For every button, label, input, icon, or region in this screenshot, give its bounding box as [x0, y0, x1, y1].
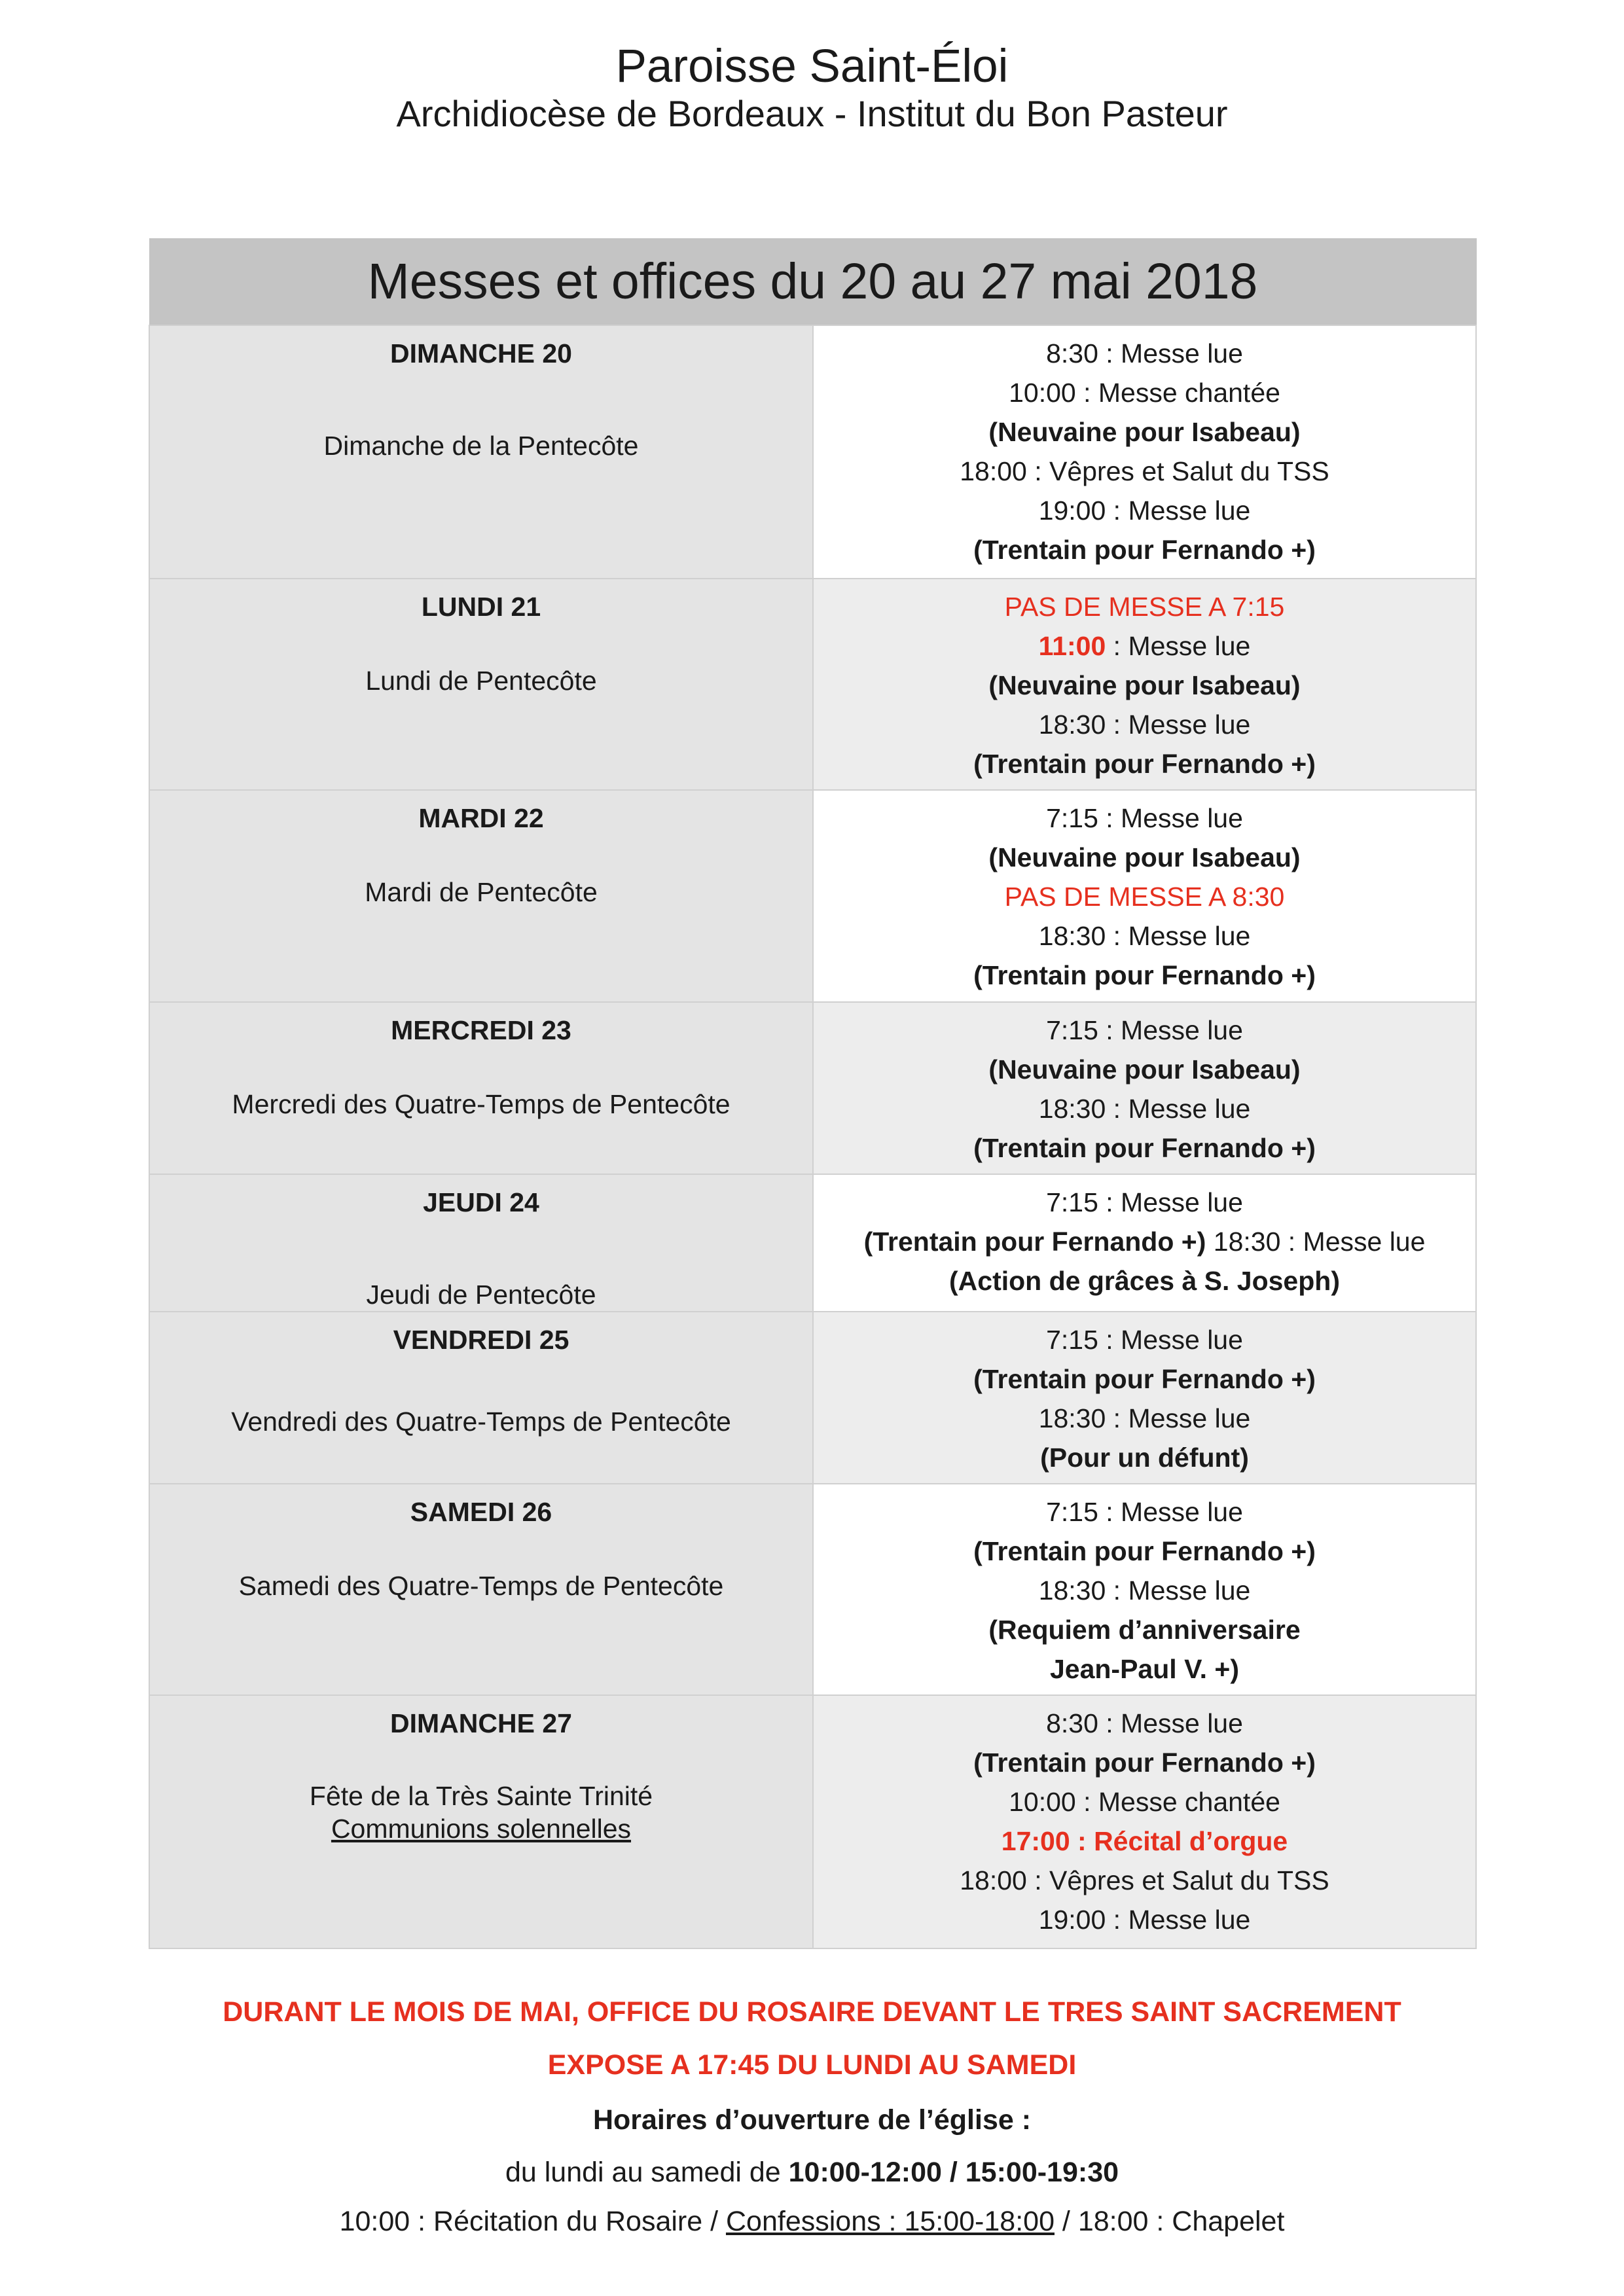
schedule-line: (Trentain pour Fernando +): [973, 1364, 1316, 1394]
day-row: [149, 1312, 1476, 1484]
parish-title: Paroisse Saint-Éloi: [615, 41, 1009, 92]
day-name: SAMEDI 26: [410, 1497, 552, 1527]
day-row: [149, 1002, 1476, 1174]
day-cell: [149, 1312, 813, 1484]
schedule-line: [814, 1222, 1475, 1261]
feast-name: Samedi des Quatre-Temps de Pentecôte: [238, 1571, 724, 1601]
opening-hours-times: 10:00-12:00 / 15:00-19:30: [788, 2157, 1119, 2188]
day-row: [149, 325, 1476, 579]
schedule-line: (Neuvaine pour Isabeau): [988, 1054, 1301, 1085]
day-row: [149, 1484, 1476, 1695]
day-name: JEUDI 24: [423, 1187, 539, 1217]
schedule-line: (Trentain pour Fernando +): [973, 960, 1316, 990]
parish-subtitle: Archidiocèse de Bordeaux - Institut du Bon Pasteur: [396, 93, 1228, 134]
schedule-cell: [813, 1312, 1476, 1484]
rosary-notice-line-2: EXPOSE A 17:45 DU LUNDI AU SAMEDI: [547, 2049, 1077, 2081]
feast-name: Dimanche de la Pentecôte: [323, 431, 639, 461]
schedule-line: 7:15 : Messe lue: [1046, 1325, 1243, 1355]
schedule-line: (Pour un défunt): [1040, 1443, 1249, 1473]
schedule-line: (Trentain pour Fernando +): [973, 535, 1316, 565]
day-name: LUNDI 21: [421, 592, 541, 622]
schedule-line: 18:30 : Messe lue: [1038, 1403, 1251, 1433]
schedule-line: 19:00 : Messe lue: [1038, 1905, 1251, 1935]
feast-name: Mercredi des Quatre-Temps de Pentecôte: [232, 1089, 731, 1119]
schedule-line: (Action de grâces à S. Joseph): [949, 1266, 1340, 1296]
daily-offices-part-1: 10:00 : Récitation du Rosaire /: [339, 2206, 726, 2237]
day-cell: [149, 1484, 813, 1695]
schedule-line-rest: 18:30 : Messe lue: [1206, 1227, 1426, 1257]
feast-name: Jeudi de Pentecôte: [366, 1280, 596, 1310]
feast-name: Fête de la Très Sainte Trinité: [309, 1781, 653, 1811]
confessions-hours: Confessions : 15:00-18:00: [725, 2206, 1055, 2237]
schedule-line: 7:15 : Messe lue: [1046, 1497, 1243, 1527]
schedule-cell: [813, 1695, 1476, 1948]
schedule-line: (Requiem d’anniversaire: [988, 1615, 1301, 1645]
day-cell: [149, 790, 813, 1002]
schedule-line: 18:00 : Vêpres et Salut du TSS: [960, 1865, 1329, 1895]
schedule-line: (Neuvaine pour Isabeau): [988, 842, 1301, 872]
day-cell: [149, 1002, 813, 1174]
schedule-title: Messes et offices du 20 au 27 mai 2018: [149, 239, 1476, 326]
schedule-time-highlight: 11:00: [1038, 631, 1106, 661]
feast-subtitle: Communions solennelles: [331, 1814, 632, 1844]
schedule-cell: [813, 1484, 1476, 1695]
daily-offices-line: [0, 2206, 1624, 2238]
schedule-line: [814, 626, 1475, 666]
day-cell: [149, 1695, 813, 1948]
day-row: [149, 790, 1476, 1002]
schedule-line: 8:30 : Messe lue: [1046, 338, 1243, 368]
daily-offices-part-2: / 18:00 : Chapelet: [1054, 2206, 1285, 2237]
day-cell: [149, 325, 813, 579]
day-cell: [149, 579, 813, 790]
schedule-line: PAS DE MESSE A 8:30: [1004, 882, 1285, 912]
day-row: [149, 579, 1476, 790]
schedule-line: 7:15 : Messe lue: [1046, 803, 1243, 833]
schedule-line: PAS DE MESSE A 7:15: [1004, 592, 1285, 622]
schedule-line: (Trentain pour Fernando +): [973, 1536, 1316, 1566]
schedule-line: 18:00 : Vêpres et Salut du TSS: [960, 456, 1329, 486]
schedule-line: (Trentain pour Fernando +): [973, 1133, 1316, 1163]
schedule-line: 10:00 : Messe chantée: [1009, 1787, 1280, 1817]
day-name: MARDI 22: [418, 803, 544, 833]
schedule-line: 18:30 : Messe lue: [1038, 921, 1251, 951]
schedule-cell: [813, 790, 1476, 1002]
day-row: [149, 1174, 1476, 1312]
schedule-line: (Trentain pour Fernando +): [973, 749, 1316, 779]
schedule-line: 8:30 : Messe lue: [1046, 1708, 1243, 1738]
day-row: [149, 1695, 1476, 1948]
opening-hours-title: Horaires d’ouverture de l’église :: [592, 2104, 1032, 2136]
day-name: DIMANCHE 20: [390, 338, 572, 368]
schedule-line: (Trentain pour Fernando +): [973, 1748, 1316, 1778]
schedule-cell: [813, 325, 1476, 579]
opening-hours-line: [0, 2157, 1624, 2189]
rosary-notice-line-1: DURANT LE MOIS DE MAI, OFFICE DU ROSAIRE DEVANT LE TRES SAINT SACREMENT: [223, 1996, 1401, 2028]
schedule-line: (Neuvaine pour Isabeau): [988, 417, 1301, 447]
opening-hours-prefix: du lundi au samedi de: [505, 2157, 789, 2188]
feast-name: Mardi de Pentecôte: [365, 877, 598, 907]
day-name: DIMANCHE 27: [390, 1708, 572, 1738]
schedule-cell: [813, 1174, 1476, 1312]
feast-name: Vendredi des Quatre-Temps de Pentecôte: [231, 1407, 731, 1437]
schedule-cell: [813, 579, 1476, 790]
day-cell: [149, 1174, 813, 1312]
schedule-line: Jean-Paul V. +): [1049, 1654, 1240, 1684]
schedule-line: 18:30 : Messe lue: [1038, 1575, 1251, 1605]
schedule-line: (Neuvaine pour Isabeau): [988, 670, 1301, 700]
schedule-line-rest: : Messe lue: [1106, 631, 1251, 661]
schedule-line: 18:30 : Messe lue: [1038, 1094, 1251, 1124]
schedule-intention: (Trentain pour Fernando +): [863, 1227, 1206, 1257]
schedule-line: 18:30 : Messe lue: [1038, 709, 1251, 740]
schedule-line: 10:00 : Messe chantée: [1009, 378, 1280, 408]
schedule-line: 17:00 : Récital d’orgue: [1001, 1826, 1288, 1856]
schedule-cell: [813, 1002, 1476, 1174]
schedule-line: 7:15 : Messe lue: [1046, 1187, 1243, 1217]
day-name: VENDREDI 25: [393, 1325, 569, 1355]
day-name: MERCREDI 23: [391, 1015, 571, 1045]
schedule-line: 7:15 : Messe lue: [1046, 1015, 1243, 1045]
schedule-line: 19:00 : Messe lue: [1038, 495, 1251, 526]
feast-name: Lundi de Pentecôte: [365, 666, 597, 696]
mass-schedule-table: [149, 238, 1477, 1949]
